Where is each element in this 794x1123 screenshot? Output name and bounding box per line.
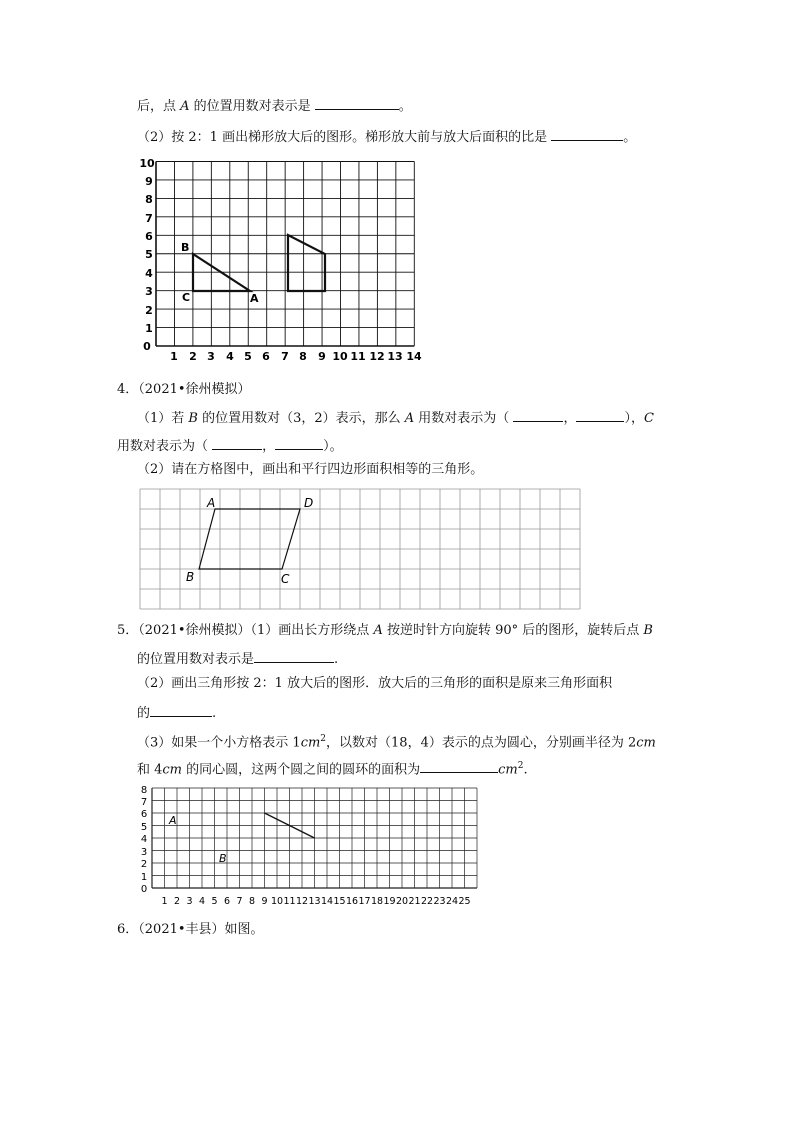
x-tick: 2 — [189, 350, 197, 363]
x-tick: 3 — [207, 350, 215, 363]
point-label-a: A — [207, 496, 216, 510]
answer-blank[interactable] — [150, 702, 212, 717]
x-tick: 2 — [173, 896, 181, 907]
y-tick: 7 — [145, 212, 153, 225]
y-tick: 0 — [140, 884, 148, 895]
point-label-c: C — [281, 572, 290, 586]
x-tick: 19 — [383, 896, 396, 907]
q3-coordinate-grid — [138, 152, 438, 367]
q4-header: 4．（2021•徐州模拟） — [117, 382, 251, 397]
q5-coordinate-grid — [138, 784, 488, 909]
y-tick: 3 — [140, 847, 148, 858]
x-tick: 14 — [406, 350, 422, 363]
x-tick: 25 — [458, 896, 471, 907]
x-tick: 16 — [345, 896, 359, 907]
point-label-c: C — [182, 291, 191, 304]
x-tick: 20 — [395, 896, 409, 907]
y-tick: 1 — [140, 872, 148, 883]
x-tick: 3 — [186, 896, 193, 907]
x-tick: 4 — [226, 350, 234, 363]
x-tick: 4 — [198, 896, 206, 907]
q4-line2: 用数对表示为（ ， ）。 — [117, 435, 343, 456]
x-tick: 5 — [211, 896, 218, 907]
q3-line1: 后，点 A 的位置用数对表示是 。 — [137, 95, 412, 116]
y-tick: 4 — [140, 834, 148, 845]
point-label-a: A — [169, 814, 177, 827]
x-tick: 15 — [333, 896, 346, 907]
x-tick: 14 — [320, 896, 334, 907]
x-tick: 11 — [350, 350, 366, 363]
q3-x-axis-labels — [170, 350, 422, 363]
x-tick: 12 — [295, 896, 309, 907]
x-tick: 5 — [244, 350, 252, 363]
y-tick: 4 — [145, 267, 153, 280]
answer-blank[interactable] — [212, 435, 262, 450]
q5-line4: 的 . — [137, 702, 216, 723]
y-tick: 0 — [143, 340, 151, 353]
x-tick: 10 — [332, 350, 348, 363]
q5-line2: 的位置用数对表示是 . — [137, 648, 338, 669]
q5-x-axis-labels — [161, 896, 470, 907]
q6-line: 6．（2021•丰县）如图。 — [117, 922, 264, 937]
y-tick: 9 — [145, 175, 153, 188]
x-tick: 17 — [358, 896, 371, 907]
x-tick: 9 — [318, 350, 326, 363]
x-tick: 22 — [420, 896, 434, 907]
answer-blank[interactable] — [513, 407, 563, 422]
x-tick: 21 — [408, 896, 421, 907]
x-tick: 18 — [370, 896, 384, 907]
answer-blank[interactable] — [420, 758, 498, 773]
q3-y-axis-labels — [139, 157, 155, 353]
y-tick: 8 — [145, 193, 153, 206]
answer-blank[interactable] — [254, 648, 334, 663]
q5-line3: （2）画出三角形按 2：1 放大后的图形．放大后的三角形的面积是原来三角形面积 — [137, 676, 613, 691]
point-label-b: B — [186, 570, 195, 584]
q4-line3: （2）请在方格图中，画出和平行四边形面积相等的三角形。 — [137, 462, 484, 477]
x-tick: 1 — [161, 896, 168, 907]
q4-line1: （1）若 B 的位置用数对（3，2）表示，那么 A 用数对表示为（ ， ），C — [137, 407, 654, 428]
x-tick: 7 — [236, 896, 243, 907]
x-tick: 8 — [248, 896, 256, 907]
q5-line6: 和 4cm 的同心圆，这两个圆之间的圆环的面积为 $cm^2$. — [137, 757, 528, 779]
y-tick: 6 — [140, 809, 148, 820]
x-tick: 1 — [170, 350, 178, 363]
q5-line5: （3）如果一个小方格表示 $1cm^2$，以数对（18，4）表示的点为圆心，分别画半径为 2cm — [137, 734, 656, 751]
trapezoid-shape — [288, 235, 325, 291]
q4-grid-lines — [140, 489, 580, 609]
q4-square-grid — [139, 488, 583, 610]
y-tick: 5 — [145, 248, 153, 261]
x-tick: 13 — [308, 896, 321, 907]
x-tick: 6 — [223, 896, 231, 907]
point-label-a: A — [250, 292, 259, 305]
y-tick: 1 — [145, 322, 153, 335]
y-tick: 3 — [145, 285, 153, 298]
x-tick: 6 — [262, 350, 270, 363]
x-tick: 24 — [445, 896, 459, 907]
answer-blank[interactable] — [315, 95, 399, 110]
x-tick: 11 — [283, 896, 296, 907]
x-tick: 8 — [299, 350, 307, 363]
y-tick: 8 — [140, 785, 148, 796]
x-tick: 10 — [270, 896, 284, 907]
y-tick: 2 — [145, 304, 153, 317]
answer-blank[interactable] — [576, 407, 624, 422]
y-tick: 2 — [140, 859, 148, 870]
point-label-b: B — [219, 852, 227, 865]
x-tick: 7 — [281, 350, 289, 363]
point-label-d: D — [304, 496, 314, 510]
point-label-b: B — [181, 241, 190, 254]
x-tick: 12 — [369, 350, 385, 363]
q5-line1: 5．（2021•徐州模拟）（1）画出长方形绕点 A 按逆时针方向旋转 90° 后的图形，旋转后点 B — [117, 623, 653, 638]
x-tick: 13 — [387, 350, 403, 363]
y-tick: 6 — [145, 230, 153, 243]
y-tick: 7 — [140, 797, 148, 808]
y-tick: 5 — [140, 822, 148, 833]
q5-y-axis-labels — [141, 785, 147, 895]
x-tick: 23 — [433, 896, 446, 907]
y-tick: 10 — [139, 157, 155, 170]
x-tick: 9 — [261, 896, 268, 907]
parallelogram-abcd — [199, 509, 300, 569]
q3-line2: （2）按 2：1 画出梯形放大后的图形。梯形放大前与放大后面积的比是 。 — [137, 126, 636, 147]
answer-blank[interactable] — [551, 126, 623, 141]
answer-blank[interactable] — [275, 435, 323, 450]
q3-grid-lines — [156, 162, 414, 347]
